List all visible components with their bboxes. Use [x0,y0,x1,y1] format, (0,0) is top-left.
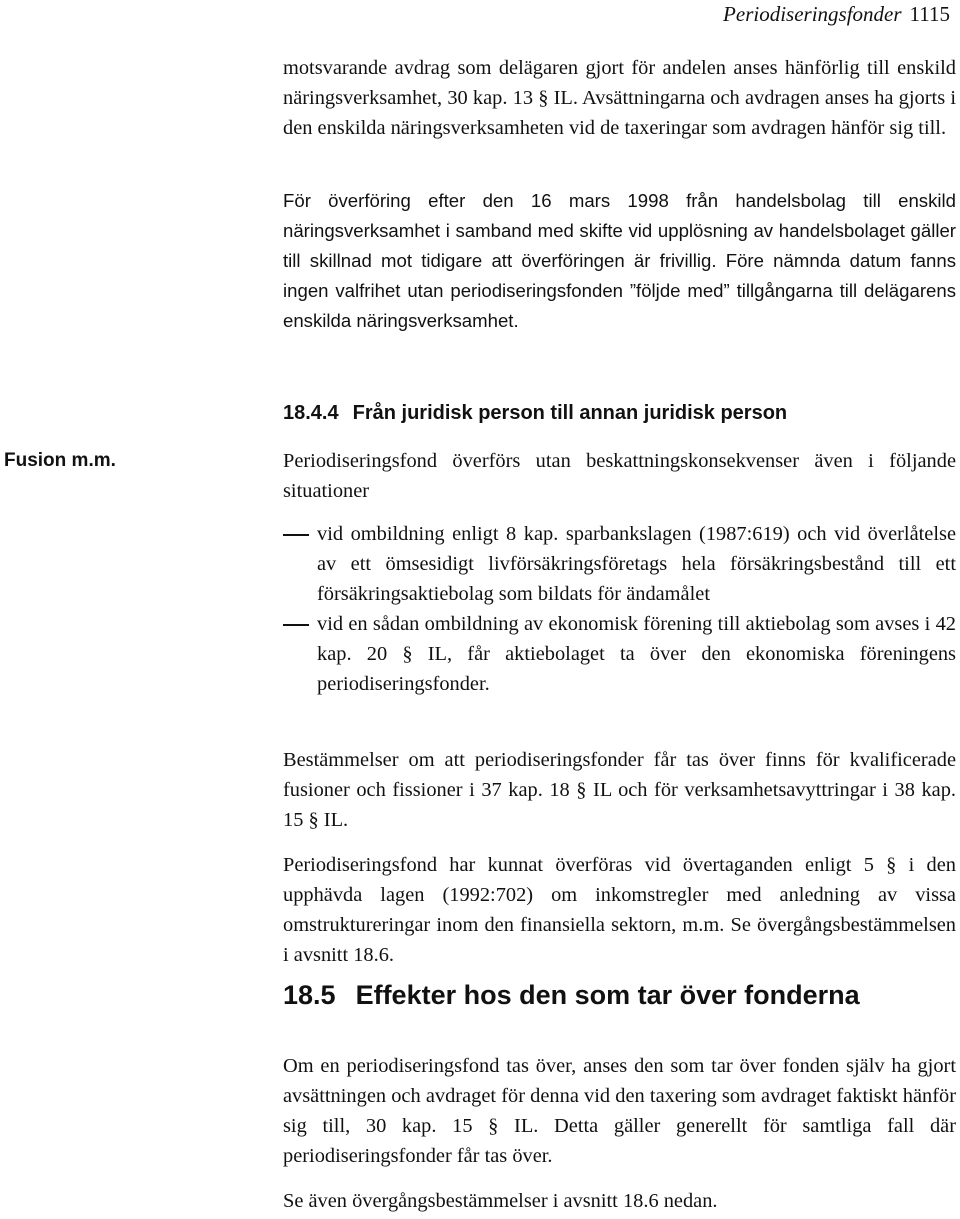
paragraph-4-block [283,745,956,835]
list-item [283,609,956,699]
running-header-title: Periodiseringsfonder [723,2,902,26]
section-number: 18.4.4 [283,402,339,424]
list-item [283,519,956,609]
margin-note: Fusion m.m. [4,450,116,471]
paragraph-1-block [283,53,956,143]
section-number: 18.5 [283,980,336,1010]
list-item-text: vid ombildning enligt 8 kap. sparbankslagen (1987:619) och vid överlåtelse av ett ömsesidigt livförsäkringsföretags hela försäkringsbestånd till ett försäkringsaktiebolag som bildats för ändamålet [317,523,956,605]
paragraph-3-block [283,446,956,506]
paragraph-2: För överföring efter den 16 mars 1998 från handelsbolag till enskild näringsverksamhet i samband med skifte vid upplösning av handelsbolaget gäller till skillnad mot tidigare att överföringen är frivillig. Före nämnda datum fanns ingen valfrihet utan periodiseringsfonden ”följde med” tillgångarna till delägarens enskilda näringsverksamhet. [283,190,956,331]
section-heading-18-5 [283,975,860,1015]
paragraph-6-block [283,1051,956,1171]
paragraph-7-block [283,1186,956,1216]
paragraph-5: Periodiseringsfond har kunnat överföras vid övertaganden enligt 5 § i den upphävda lagen (1992:702) om inkomstregler med anledning av vissa omstruktureringar inom den finansiella sektorn, m.m. Se övergångsbestämmelsen i avsnitt 18.6. [283,854,956,966]
page-number: 1115 [909,2,950,26]
dash-list [283,519,956,699]
paragraph-2-block [283,186,956,336]
paragraph-5-block [283,850,956,970]
section-heading-18-4-4 [283,398,787,428]
paragraph-3: Periodiseringsfond överförs utan beskattningskonsekvenser även i följande situationer [283,450,956,502]
section-title: Från juridisk person till annan juridisk person [352,402,788,424]
list-item-text: vid en sådan ombildning av ekonomisk förening till aktiebolag som avses i 42 kap. 20 § IL, får aktiebolaget ta över den ekonomiska föreningens periodiseringsfonder. [317,613,956,695]
running-header [723,0,950,28]
paragraph-1: motsvarande avdrag som delägaren gjort för andelen anses hänförlig till enskild näringsverksamhet, 30 kap. 13 § IL. Avsättningarna och avdragen anses ha gjorts i den enskilda näringsverksamheten vid de taxeringar som avdragen hänför sig till. [283,57,956,139]
paragraph-6: Om en periodiseringsfond tas över, anses den som tar över fonden själv ha gjort avsättningen och avdraget för denna vid den taxering som avdraget faktiskt hänför sig till, 30 kap. 15 § IL. Detta gäller generellt för samtliga fall där periodiseringsfonder får tas över. [283,1055,956,1167]
paragraph-7: Se även övergångsbestämmelser i avsnitt 18.6 nedan. [283,1190,718,1212]
section-title: Effekter hos den som tar över fonderna [355,980,860,1010]
paragraph-4: Bestämmelser om att periodiseringsfonder får tas över finns för kvalificerade fusioner och fissioner i 37 kap. 18 § IL och för verksamhetsavyttringar i 38 kap. 15 § IL. [283,749,956,831]
